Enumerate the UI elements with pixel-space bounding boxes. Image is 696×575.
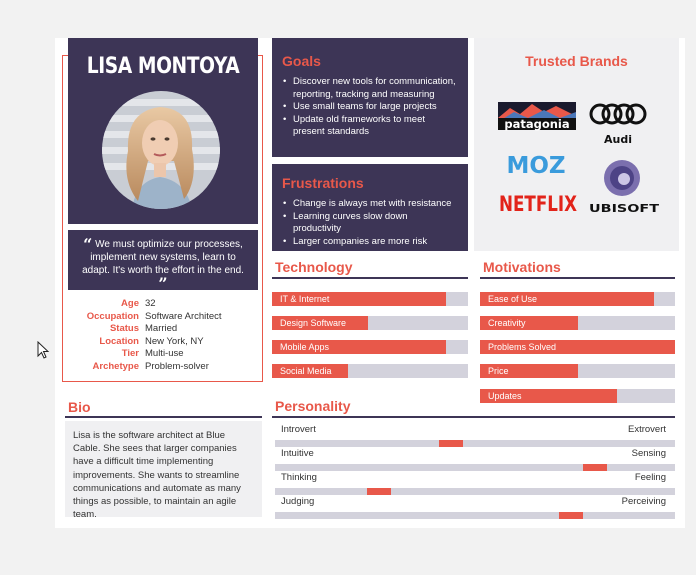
trait-marker <box>583 464 607 471</box>
tech-bar-label: Mobile Apps <box>280 342 330 352</box>
goal-item: • Update old frameworks to meet present standards <box>282 114 458 139</box>
detail-row-location <box>68 336 258 349</box>
trait-track <box>275 488 675 495</box>
audi-logo-text: Audi <box>604 133 632 146</box>
detail-row-status <box>68 323 258 336</box>
detail-row-archetype <box>68 361 258 374</box>
motivation-bar-updates <box>480 389 675 403</box>
motivation-bar-problems-solved <box>480 340 675 354</box>
goals-panel <box>272 38 468 157</box>
motivation-bar-ease-of-use <box>480 292 675 306</box>
quote-close-icon: ” <box>158 274 168 293</box>
motivation-bar-creativity <box>480 316 675 330</box>
mouse-pointer-icon <box>37 341 51 361</box>
patagonia-logo-text: patagonia <box>504 117 570 131</box>
trusted-brands-panel <box>474 38 679 251</box>
detail-value: Software Architect <box>145 310 222 322</box>
detail-label: Archetype <box>92 360 139 372</box>
trait-judging-perceiving <box>275 496 675 520</box>
patagonia-logo <box>498 102 576 131</box>
avatar <box>102 91 220 209</box>
trait-marker <box>367 488 391 495</box>
frustrations-list <box>282 198 458 261</box>
goal-item: • Discover new tools for communication, reporting, tracking and measuring <box>282 76 458 101</box>
goal-item: • Use small teams for large projects <box>282 101 458 114</box>
quote-text: We must optimize our processes, implement new systems, learn to adapt. It's worth the effort in the end. <box>82 239 244 276</box>
detail-label: Tier <box>121 348 139 359</box>
tech-bar-design-software <box>272 316 468 330</box>
tech-bar-social-media <box>272 364 468 378</box>
bio-text: Lisa is the software architect at Blue Cable. She sees that larger companies have a difficult time implementing improvements. She wants to streamline communications and automate as many things as possible, to maintain an agile team. <box>65 421 262 517</box>
frustration-item: • Change is always met with resistance <box>282 198 458 211</box>
moz-logo: MOZ <box>506 153 566 179</box>
motivation-bar-label: Ease of Use <box>488 294 538 304</box>
netflix-logo: NETFLIX <box>499 192 577 216</box>
trait-intuitive-sensing <box>275 448 675 472</box>
quote-open-icon: “ <box>83 235 93 254</box>
detail-value: Married <box>145 323 178 334</box>
motivations-title: Motivations <box>483 259 561 275</box>
detail-label: Status <box>109 323 139 334</box>
trait-left-label: Judging <box>281 496 315 507</box>
persona-quote <box>68 230 258 293</box>
trait-right-label: Perceiving <box>621 496 666 507</box>
tech-bar-label: IT & Internet <box>280 294 330 304</box>
ubisoft-swirl-icon <box>604 160 640 196</box>
motivation-bar-price <box>480 364 675 378</box>
detail-value: New York, NY <box>145 335 204 347</box>
tech-bar-label: Social Media <box>280 366 332 376</box>
detail-label: Age <box>121 298 139 309</box>
bio-divider <box>65 416 262 418</box>
detail-value: Multi-use <box>145 348 184 359</box>
technology-divider <box>272 277 468 279</box>
detail-row-occupation <box>68 311 258 324</box>
tech-bar-it-internet <box>272 292 468 306</box>
goals-title: Goals <box>282 53 321 69</box>
tech-bar-mobile-apps <box>272 340 468 354</box>
trait-left-label: Thinking <box>281 472 317 483</box>
persona-name: LISA MONTOYA <box>86 54 240 79</box>
ubisoft-logo-text: UBISOFT <box>589 203 661 215</box>
trait-marker <box>559 512 583 519</box>
brands-title: Trusted Brands <box>525 53 628 69</box>
detail-value: 32 <box>145 298 156 309</box>
frustrations-title: Frustrations <box>282 175 364 191</box>
trait-track <box>275 512 675 519</box>
trait-thinking-feeling <box>275 472 675 496</box>
trait-introvert-extrovert <box>275 424 675 448</box>
frustration-item: • Learning curves slow down productivity <box>282 211 458 236</box>
persona-details <box>68 298 258 373</box>
trait-marker <box>439 440 463 447</box>
profile-header <box>68 38 258 224</box>
motivation-bar-label: Price <box>488 366 509 376</box>
personality-divider <box>272 416 675 418</box>
motivations-divider <box>480 277 675 279</box>
detail-value: Problem-solver <box>145 360 209 372</box>
trait-track <box>275 440 675 447</box>
detail-label: Location <box>99 335 139 347</box>
trait-left-label: Intuitive <box>281 448 314 459</box>
trait-right-label: Feeling <box>634 472 666 483</box>
motivation-bar-label: Problems Solved <box>488 342 557 352</box>
motivation-bar-label: Updates <box>488 391 522 401</box>
bio-title: Bio <box>68 399 91 415</box>
frustrations-panel <box>272 164 468 259</box>
personality-title: Personality <box>275 398 351 414</box>
trait-right-label: Extrovert <box>627 424 666 435</box>
detail-row-age <box>68 298 258 311</box>
motivation-bar-label: Creativity <box>488 318 526 328</box>
audi-logo <box>591 105 645 123</box>
frustration-item: • Larger companies are more risk averse <box>282 236 458 261</box>
detail-label: Occupation <box>86 310 139 322</box>
trait-left-label: Introvert <box>281 424 316 435</box>
trait-track <box>275 464 675 471</box>
technology-title: Technology <box>275 259 353 275</box>
tech-bar-label: Design Software <box>280 318 347 328</box>
trait-right-label: Sensing <box>631 448 666 459</box>
detail-row-tier <box>68 348 258 361</box>
goals-list <box>282 76 458 139</box>
